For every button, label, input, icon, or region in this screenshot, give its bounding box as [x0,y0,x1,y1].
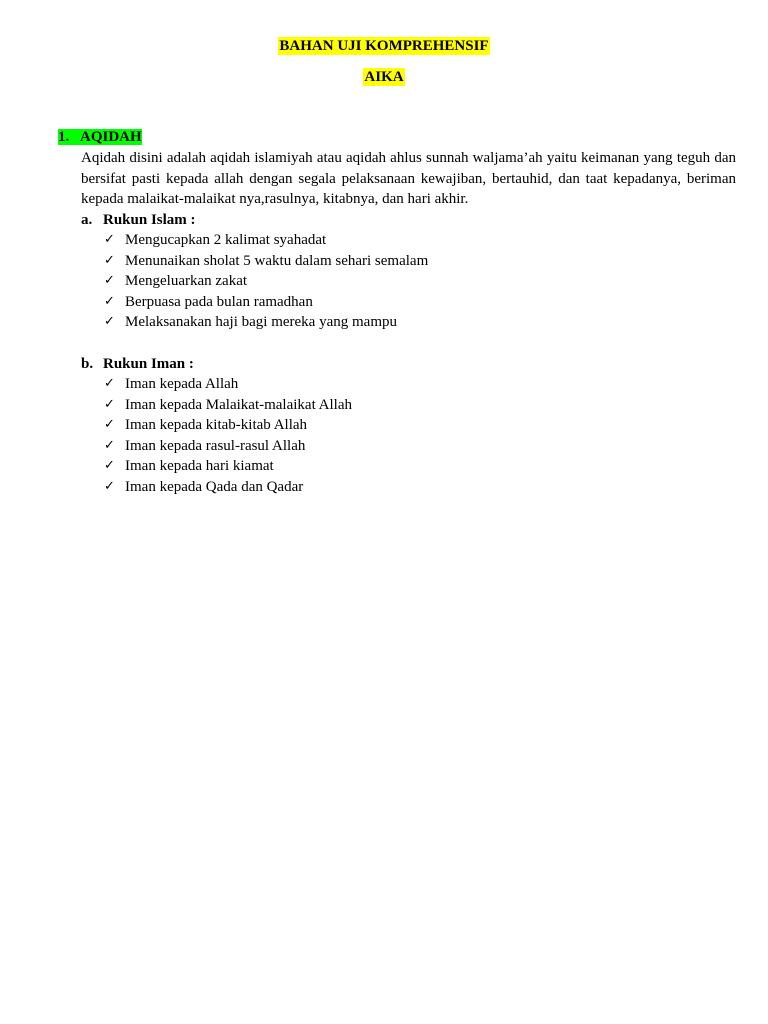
paragraph-line: bersifat pasti kepada allah dengan segala pelaksanaan kewajiban, bertauhid, dan taat kepadanya, beriman [81,170,736,187]
list-item [104,251,428,272]
list-item-text: Iman kepada hari kiamat [125,458,274,475]
subheading-title: Rukun Islam : [103,212,196,228]
list-item-text: Berpuasa pada bulan ramadhan [125,293,313,310]
list-item [104,436,352,457]
subheading-letter: a. [81,212,93,228]
check-mark-icon: ✓ [104,252,115,268]
list-item [104,456,352,477]
subheading-rukun-islam [81,211,196,229]
check-mark-icon: ✓ [104,314,115,330]
subheading-letter: b. [81,356,94,372]
list-item-text: Mengeluarkan zakat [125,273,248,290]
list-item-text: Iman kepada rasul-rasul Allah [125,437,306,454]
document-subtitle [0,68,768,86]
rukun-iman-list [104,374,352,498]
check-mark-icon: ✓ [104,437,115,453]
list-item [104,292,428,313]
list-item-text: Mengucapkan 2 kalimat syahadat [125,232,327,248]
section-title: AQIDAH [80,129,142,145]
check-mark-icon: ✓ [104,396,115,412]
section-heading-aqidah [58,128,142,146]
check-mark-icon: ✓ [104,273,115,289]
list-item-text: Iman kepada Qada dan Qadar [125,478,304,495]
section-paragraph [81,148,736,210]
list-item-text: Iman kepada Malaikat-malaikat Allah [125,396,352,413]
paragraph-line: kepada malaikat-malaikat nya,rasulnya, kitabnya, dan hari akhir. [81,191,469,207]
document-title [0,37,768,55]
list-item-text: Iman kepada kitab-kitab Allah [125,417,308,434]
check-mark-icon: ✓ [104,293,115,309]
list-item [104,477,352,498]
list-item-text: Iman kepada Allah [125,376,239,392]
check-mark-icon: ✓ [104,232,115,247]
list-item [104,271,428,292]
document-title-text: BAHAN UJI KOMPREHENSIF [279,38,489,54]
list-item-text: Menunaikan sholat 5 waktu dalam sehari semalam [125,252,429,269]
list-item [104,312,428,333]
check-mark-icon: ✓ [104,478,115,494]
list-item-text: Melaksanakan haji bagi mereka yang mampu [125,314,397,331]
subheading-rukun-iman [81,355,194,373]
paragraph-line: Aqidah disini adalah aqidah islamiyah atau aqidah ahlus sunnah waljama’ah yaitu keimanan yang teguh dan [81,150,736,166]
section-heading-highlight [58,129,142,145]
list-item [104,230,428,251]
list-item [104,395,352,416]
check-mark-icon: ✓ [104,458,115,474]
check-mark-icon: ✓ [104,417,115,433]
check-mark-icon: ✓ [104,376,115,391]
subheading-title: Rukun Iman : [103,356,194,372]
list-item [104,415,352,436]
section-number: 1. [58,129,70,145]
rukun-islam-list [104,230,428,333]
list-item [104,374,352,395]
document-subtitle-text: AIKA [364,69,404,85]
